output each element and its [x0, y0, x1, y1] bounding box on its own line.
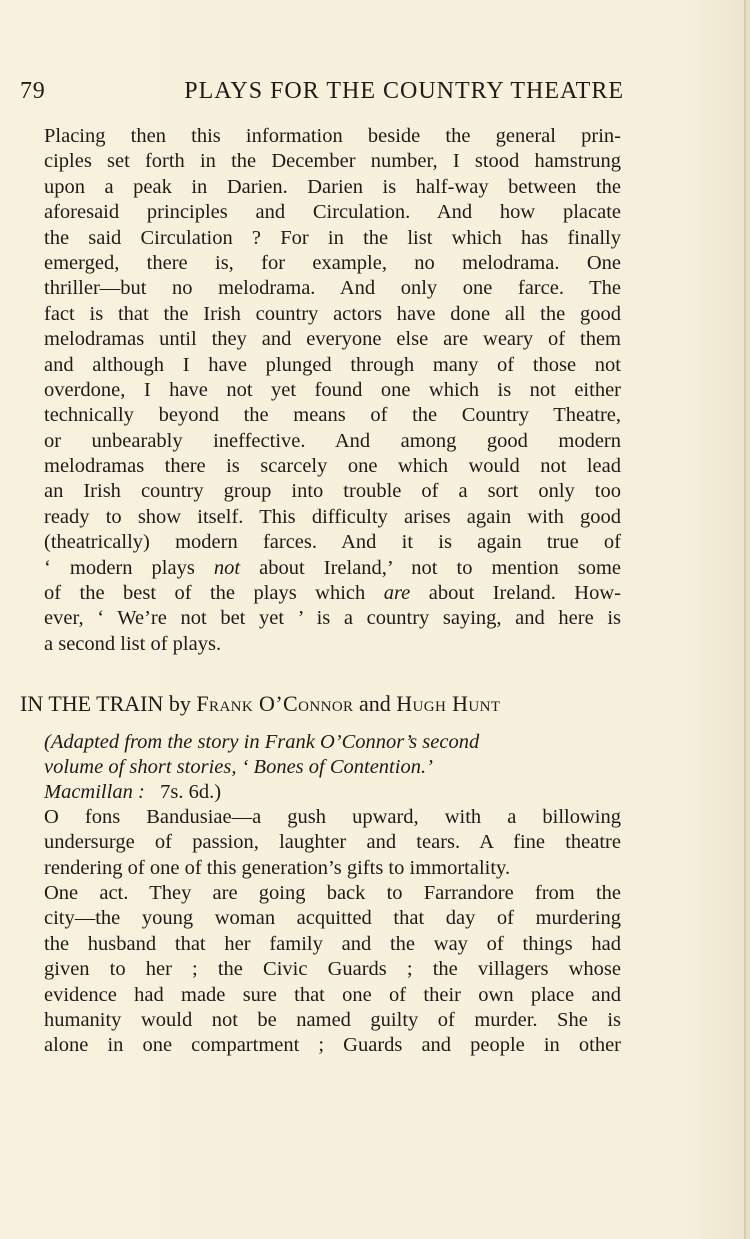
text-line: and although I have plunged through many of those not [44, 353, 621, 376]
text-line: humanity would not be named guilty of murder. She is [44, 1008, 621, 1031]
source-note [44, 730, 574, 805]
text-line: city—the young woman acquitted that day of murdering [44, 907, 621, 930]
text-line [20, 581, 621, 606]
text-line: ready to show itself. This difficulty arises again with good [44, 505, 621, 528]
and-word: and [358, 691, 391, 716]
text-line: the husband that her family and the way of things had [44, 932, 621, 955]
publisher: Macmillan : [44, 781, 145, 803]
italic-word: are [383, 582, 411, 605]
author-name: Frank O’Connor [196, 691, 354, 716]
text-line: (theatrically) modern farces. And it is again true of [44, 531, 621, 554]
text-line: emerged, there is, for example, no melodrama. One [44, 251, 621, 274]
text-line: aforesaid principles and Circulation. And how placate [44, 201, 621, 224]
text-fragment: about Ireland. How- [428, 582, 621, 605]
text-line: alone in one compartment ; Guards and people in other [44, 1034, 621, 1057]
italic-word: not [213, 556, 241, 579]
text-fragment: of the best of the plays which [44, 582, 366, 605]
text-line: O fons Bandusiae—a gush upward, with a billowing [44, 806, 621, 828]
text-line: One act. They are going back to Farrandore from the [44, 882, 621, 904]
note-line: (Adapted from the story in Frank O’Connor’s second [44, 731, 480, 753]
text-line [20, 556, 621, 581]
play-title: IN THE TRAIN [20, 691, 164, 716]
text-line: evidence had made sure that one of their own place and [44, 983, 621, 1006]
price: 7s. 6d. [160, 781, 215, 803]
text-line: melodramas until they and everyone else are weary of them [44, 328, 621, 351]
page-edge-shadow [744, 0, 746, 1239]
text-line: upon a peak in Darien. Darien is half-way between the [44, 175, 621, 198]
text-line: rendering of one of this generation’s gifts to immortality. [44, 856, 511, 879]
running-header [20, 78, 624, 112]
page-number: 79 [20, 78, 46, 104]
text-line: an Irish country group into trouble of a sort only too [44, 480, 621, 503]
note-line [44, 780, 574, 805]
text-line: Placing then this information beside the general prin- [44, 125, 621, 147]
text-fragment: about Ireland,’ not to mention some [259, 556, 622, 579]
text-line: undersurge of passion, laughter and tears. A fine theatre [44, 831, 621, 854]
text-line: ever, ‘ We’re not bet yet ’ is a country saying, and here is [44, 607, 621, 630]
running-title: PLAYS FOR THE COUNTRY THEATRE [184, 78, 624, 104]
text-line: ciples set forth in the December number, I stood hamstrung [44, 150, 621, 173]
author-name: Hugh Hunt [396, 691, 501, 716]
text-line: thriller—but no melodrama. And only one farce. The [44, 277, 621, 300]
paragraph-3 [20, 881, 621, 1059]
paragraph-2 [20, 805, 621, 881]
text-line: given to her ; the Civic Guards ; the villagers whose [44, 958, 621, 981]
text-fragment: ‘ modern plays [44, 556, 195, 579]
text-line: fact is that the Irish country actors have done all the good [44, 302, 621, 325]
by-word: by [168, 691, 191, 716]
closing-paren: ) [214, 781, 222, 803]
text-line: or unbearably ineffective. And among good modern [44, 429, 621, 452]
paragraph-1 [20, 124, 621, 657]
text-line: the said Circulation ? For in the list which has finally [44, 226, 621, 249]
text-line: a second list of plays. [44, 632, 222, 655]
note-line: volume of short stories, ‘ Bones of Contention.’ [44, 756, 433, 778]
section-heading [20, 690, 624, 718]
text-line: melodramas there is scarcely one which would not lead [44, 455, 621, 478]
text-line: technically beyond the means of the Country Theatre, [44, 404, 621, 427]
text-line: overdone, I have not yet found one which is not either [44, 378, 621, 401]
